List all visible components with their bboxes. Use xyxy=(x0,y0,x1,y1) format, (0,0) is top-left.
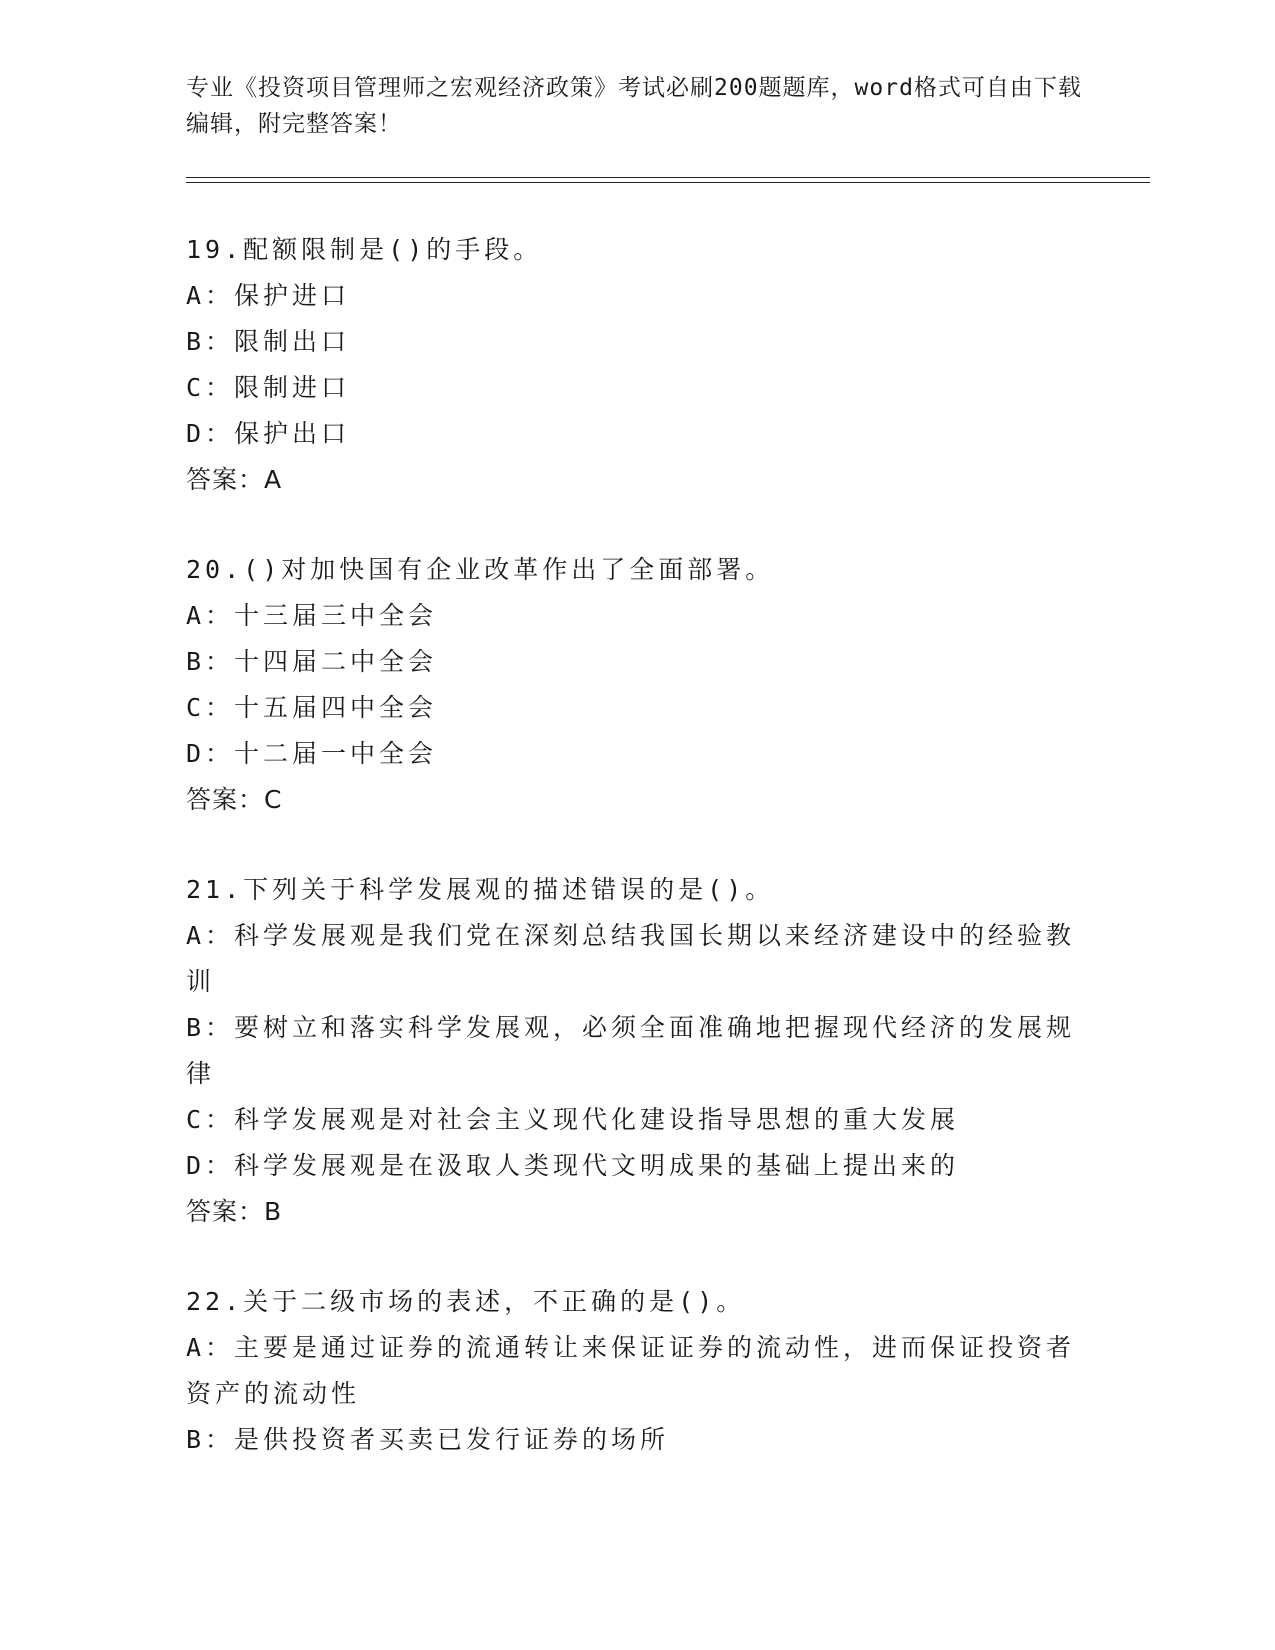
option-c: C：科学发展观是对社会主义现代化建设指导思想的重大发展 xyxy=(186,1105,960,1134)
document-header: 专业《投资项目管理师之宏观经济政策》考试必刷200题题库，word格式可自由下载编辑，附完整答案！ xyxy=(186,75,1082,137)
question-stem: 19.配额限制是()的手段。 xyxy=(186,235,543,264)
option-c: C：十五届四中全会 xyxy=(186,693,438,722)
option-b: B：是供投资者买卖已发行证券的场所 xyxy=(186,1425,670,1454)
answer-label: 答案：C xyxy=(186,785,283,814)
option-a: A：十三届三中全会 xyxy=(186,601,438,630)
option-a: A：科学发展观是我们党在深刻总结我国长期以来经济建设中的经验教训 xyxy=(186,921,1076,996)
option-a: A：保护进口 xyxy=(186,281,351,310)
question-20 xyxy=(186,547,1086,823)
question-21 xyxy=(186,867,1086,1235)
header-divider-bottom xyxy=(186,182,1150,183)
question-stem: 20.()对加快国有企业改革作出了全面部署。 xyxy=(186,555,775,584)
option-c: C：限制进口 xyxy=(186,373,351,402)
answer-label: 答案：A xyxy=(186,465,283,494)
option-d: D：保护出口 xyxy=(186,419,351,448)
option-b: B：限制出口 xyxy=(186,327,351,356)
option-a: A：主要是通过证券的流通转让来保证证券的流动性，进而保证投资者资产的流动性 xyxy=(186,1333,1076,1408)
question-stem: 22.关于二级市场的表述，不正确的是()。 xyxy=(186,1287,746,1316)
question-19 xyxy=(186,227,1086,503)
option-b: B：十四届二中全会 xyxy=(186,647,438,676)
option-d: D：科学发展观是在汲取人类现代文明成果的基础上提出来的 xyxy=(186,1151,960,1180)
option-d: D：十二届一中全会 xyxy=(186,739,438,768)
question-22 xyxy=(186,1279,1086,1463)
question-stem: 21.下列关于科学发展观的描述错误的是()。 xyxy=(186,875,775,904)
answer-label: 答案：B xyxy=(186,1197,283,1226)
question-list xyxy=(186,227,1086,1507)
option-b: B：要树立和落实科学发展观，必须全面准确地把握现代经济的发展规律 xyxy=(186,1013,1076,1088)
header-divider-top xyxy=(186,177,1150,178)
